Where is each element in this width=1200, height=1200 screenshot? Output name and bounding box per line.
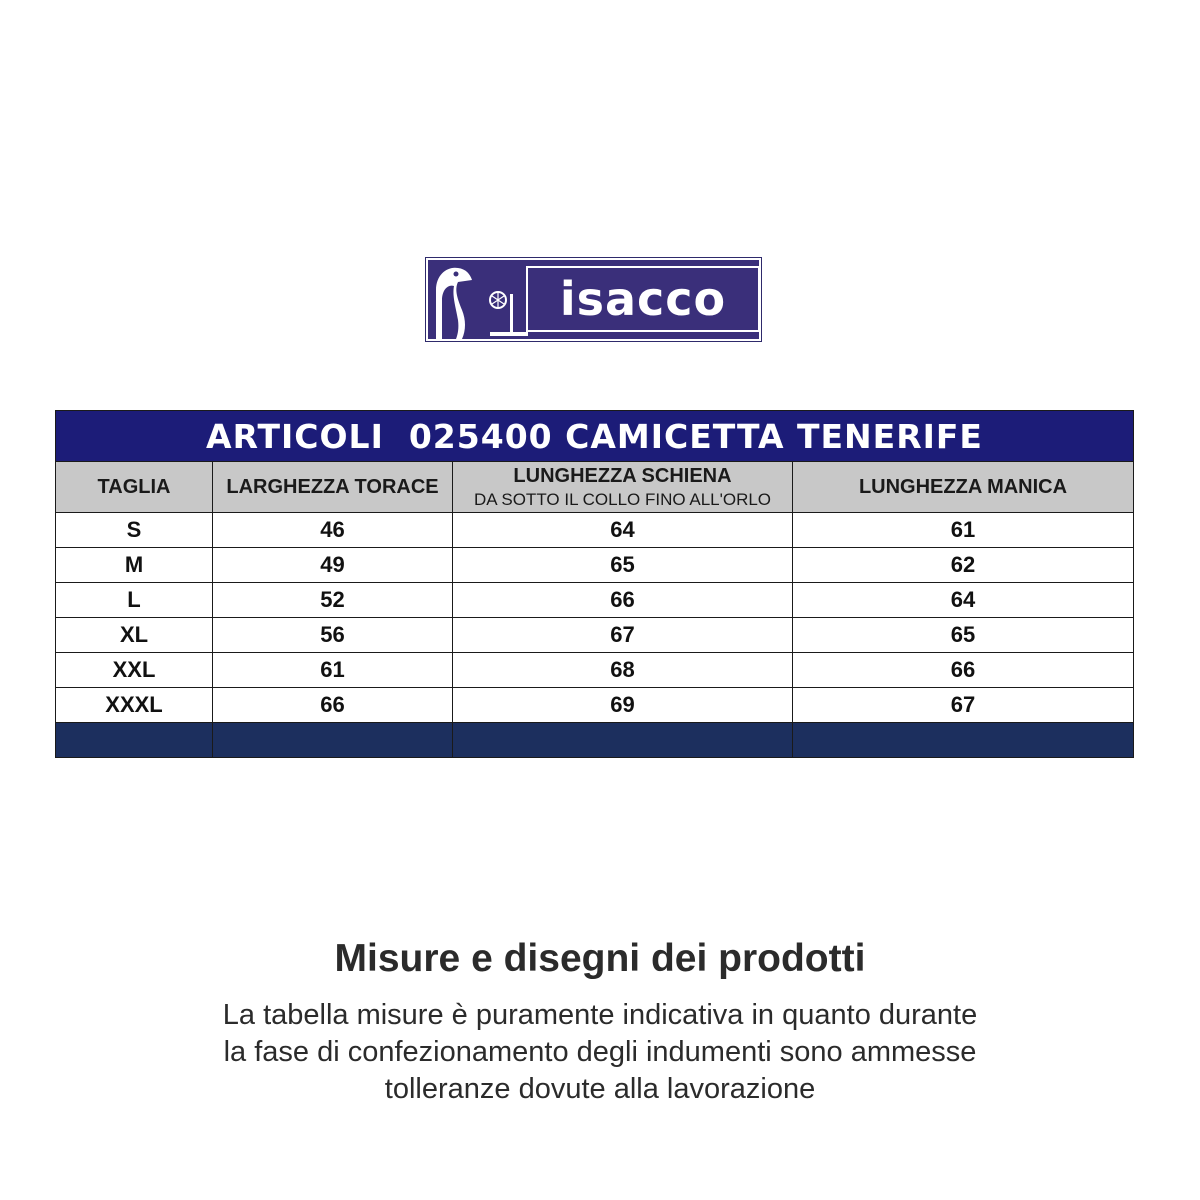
isacco-logo — [425, 257, 762, 342]
cell-size: XL — [56, 618, 213, 653]
table-title-row — [56, 411, 1134, 462]
footer-cell — [56, 723, 213, 758]
penguin-icon — [428, 260, 528, 339]
cell-back: 67 — [453, 618, 793, 653]
cell-sleeve: 62 — [793, 548, 1134, 583]
table-row — [56, 583, 1134, 618]
cell-back: 66 — [453, 583, 793, 618]
cell-chest: 66 — [213, 688, 453, 723]
table-title: ARTICOLI 025400 CAMICETTA TENERIFE — [56, 411, 1134, 462]
header-lunghezza-manica: LUNGHEZZA MANICA — [793, 462, 1134, 513]
header-lunghezza-schiena-note: DA SOTTO IL COLLO FINO ALL'ORLO — [473, 489, 772, 509]
cell-chest: 46 — [213, 513, 453, 548]
caption-line: La tabella misure è puramente indicativa in quanto durante — [222, 999, 978, 1031]
table-row — [56, 618, 1134, 653]
header-larghezza-torace: LARGHEZZA TORACE — [213, 462, 453, 513]
cell-chest: 52 — [213, 583, 453, 618]
cell-size: XXXL — [56, 688, 213, 723]
logo-wordmark-frame — [526, 266, 760, 332]
logo-panel — [428, 260, 759, 339]
caption-text — [0, 997, 1200, 1108]
cell-sleeve: 61 — [793, 513, 1134, 548]
header-lunghezza-schiena: LUNGHEZZA SCHIENA DA SOTTO IL COLLO FINO ALL'ORLO — [453, 462, 793, 513]
cell-back: 68 — [453, 653, 793, 688]
caption-line: la fase di confezionamento degli indumenti sono ammesse — [223, 1036, 977, 1068]
cell-size: L — [56, 583, 213, 618]
table-header-row — [56, 462, 1134, 513]
table-footer-row — [56, 723, 1134, 758]
table-row — [56, 548, 1134, 583]
caption-line: tolleranze dovute alla lavorazione — [384, 1073, 816, 1105]
size-table — [55, 410, 1134, 758]
table-row — [56, 688, 1134, 723]
caption-title: Misure e disegni dei prodotti — [334, 937, 866, 980]
cell-sleeve: 65 — [793, 618, 1134, 653]
footer-cell — [213, 723, 453, 758]
cell-chest: 49 — [213, 548, 453, 583]
logo-wordmark: isacco — [528, 268, 758, 330]
footer-cell — [453, 723, 793, 758]
cell-size: S — [56, 513, 213, 548]
header-taglia: TAGLIA — [56, 462, 213, 513]
cell-sleeve: 64 — [793, 583, 1134, 618]
cell-back: 65 — [453, 548, 793, 583]
cell-back: 69 — [453, 688, 793, 723]
cell-size: M — [56, 548, 213, 583]
cell-back: 64 — [453, 513, 793, 548]
cell-chest: 61 — [213, 653, 453, 688]
cell-size: XXL — [56, 653, 213, 688]
cell-sleeve: 66 — [793, 653, 1134, 688]
table-row — [56, 513, 1134, 548]
footer-cell — [793, 723, 1134, 758]
cell-chest: 56 — [213, 618, 453, 653]
table-row — [56, 653, 1134, 688]
cell-sleeve: 67 — [793, 688, 1134, 723]
